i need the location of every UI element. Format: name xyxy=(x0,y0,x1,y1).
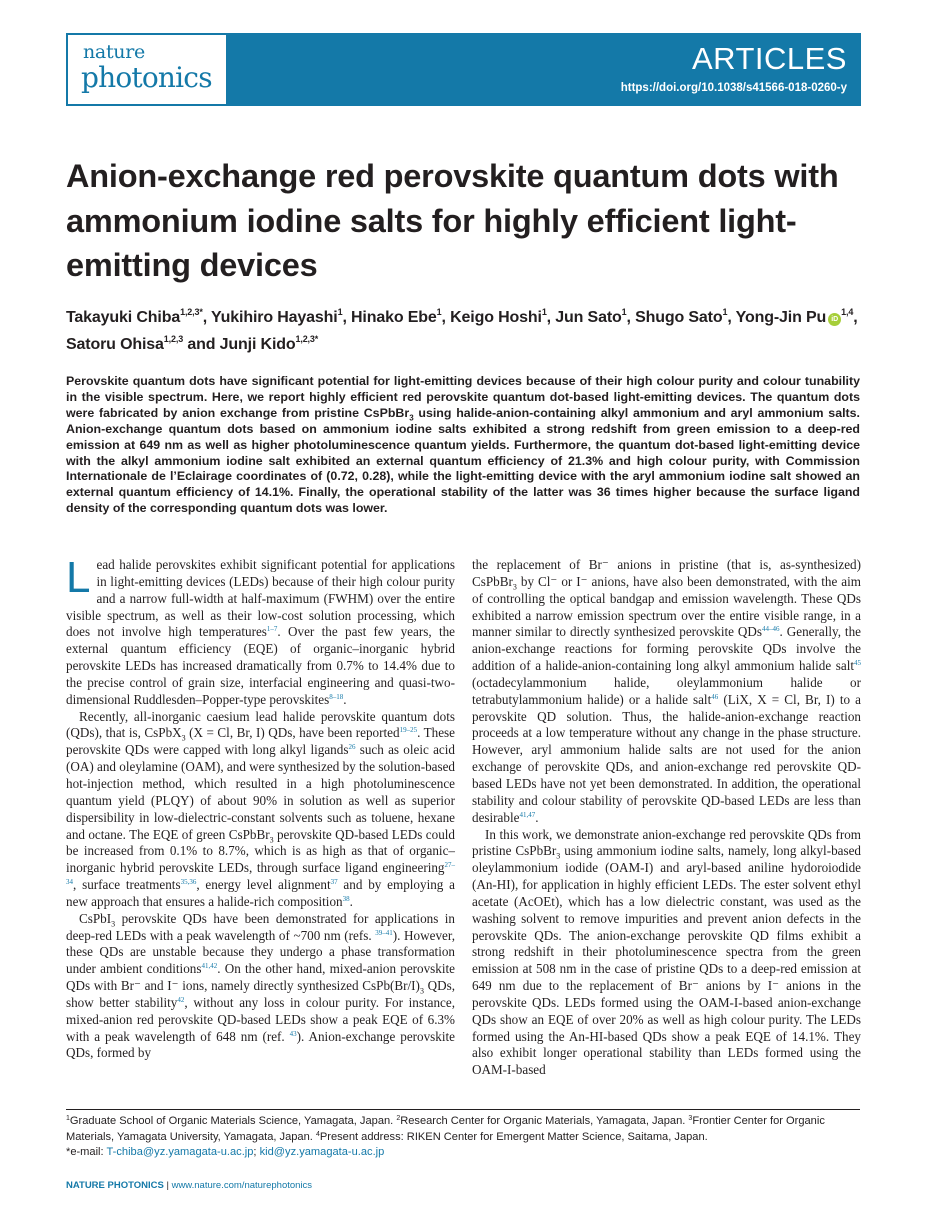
body-text: ead halide perovskites exhibit significant potential for applications in light-emitting devices (LEDs) because of their high colour purity and a narrow full-width at half-maximum (FWHM) over the entire visible spectrum, as well as their low-cost solution processing, which does not involve high temperatures xyxy=(66,557,455,640)
body-text: . xyxy=(535,809,539,825)
abstract xyxy=(66,374,860,517)
body-text: In this work, we demonstrate anion-exchange red perovskite QDs from pristine CsPbBr xyxy=(472,826,861,859)
logo-nature-text: nature xyxy=(83,41,145,63)
journal-logo[interactable] xyxy=(66,33,228,106)
logo-photonics-text: photonics xyxy=(81,61,212,94)
affiliations-footnote xyxy=(66,1114,860,1161)
footer-journal-name: NATURE PHOTONICS xyxy=(66,1180,164,1191)
body-text: using ammonium iodine salts, namely, long alkyl-based oleylammonium iodide (OAM-I) and aryl-based aniline hydoroiodide (An-HI), for application in highly efficient LEDs. The ester solvent ethyl acetate (AcOEt), which has a low dielectric constant, was used as the washing solvent to remove impurities and prevent anion defects in the perovskite QDs. The anion-exchange perovskite QD films exhibit a strong redshift in their photoluminescence spectra from the green emission at 508 nm in the case of pristine QDs to a deep-red emission at 649 nm due to the replacement of Br⁻ anions by I⁻ anions in the perovskite QDs. LEDs formed using the OAM-I-based anion-exchange QDs show an EQE of over 20% as well as high colour purity. The LEDs formed using the An-HI-based QDs show a peak EQE of 14.1%. They also exhibit longer operational stability than LEDs formed using the OAM-I-based xyxy=(472,843,861,1078)
author-affiliation-marker: 1,2,3* xyxy=(295,334,319,344)
body-paragraph xyxy=(66,553,456,709)
author-affiliation-marker: 1 xyxy=(722,307,728,317)
body-text: . Over the past few years, the external quantum efficiency (EQE) of organic–inorganic hybrid perovskite LEDs has increased dramatically from 0.7% to 14.4% due to the precise control of grain size, interfacial engineering and quasi-two-dimensional Ruddlesden–Popper-type perovskites xyxy=(66,624,456,707)
reference-citation[interactable]: 45 xyxy=(854,659,861,668)
reference-citation[interactable]: 42 xyxy=(177,995,185,1004)
body-text: , without any loss in colour purity. For instance, mixed-anion red perovskite QD-based LEDs show a peak EQE of 6.3% with a peak wavelength of 648 nm (ref. xyxy=(66,994,455,1044)
body-paragraph xyxy=(66,911,455,1063)
orcid-icon[interactable]: iD xyxy=(828,313,841,326)
author-list: Takayuki Chiba$^{1,2,3*}$, Yukihiro Hayashi$^1$, Hinako Ebe$^1$, Keigo Hoshi$^1$, Jun Sato$^1$, Shugo Sato$^1$, Yong-Jin Pu iD$^{1,4}$, Satoru Ohisa$^{1,2,3}$ and Junji Kido$^{1,2,3*}$ xyxy=(66,307,858,353)
author-name: Takayuki Chiba xyxy=(66,309,181,326)
page-footer xyxy=(66,1180,312,1191)
reference-citation[interactable]: 8–18 xyxy=(329,692,344,701)
subscript: 3 xyxy=(556,851,561,861)
body-text: ). Anion-exchange perovskite QDs, formed by xyxy=(66,1028,455,1061)
footnote-divider xyxy=(66,1109,860,1110)
body-text: . xyxy=(343,691,347,707)
author-affiliation-marker: 1 xyxy=(436,307,442,317)
drop-cap: L xyxy=(66,553,91,602)
body-column-right xyxy=(472,557,861,1079)
reference-citation[interactable]: 35,36 xyxy=(180,878,197,887)
body-text: the replacement of Br⁻ anions in pristine (that is, as-synthesized) CsPbBr xyxy=(472,557,861,589)
author-name: Jun Sato xyxy=(555,309,622,326)
author-affiliation-marker: 1 xyxy=(621,307,627,317)
subscript: 3 xyxy=(419,986,424,996)
body-text: perovskite QD-based LEDs could be increased from 0.1% to 8.7%, which is as high as that of organic–inorganic hybrid perovskite LEDs, through surface ligand engineering xyxy=(66,826,455,876)
author-affiliation-marker: 1,2,3* xyxy=(180,307,203,317)
subscript: 3 xyxy=(111,919,116,929)
affiliation-text: Present address: RIKEN Center for Emergent Matter Science, Saitama, Japan. xyxy=(319,1130,708,1143)
email-link-kido[interactable]: kid@yz.yamagata-u.ac.jp xyxy=(259,1146,385,1158)
footer-url-link[interactable]: www.nature.com/naturephotonics xyxy=(171,1180,313,1191)
affiliation-text: Graduate School of Organic Materials Science, Yamagata, Japan. xyxy=(69,1115,397,1127)
body-text: . On the other hand, mixed-anion perovskite QDs with Br⁻ and I⁻ ions, namely directly synthesized CsPb(Br/I) xyxy=(66,961,455,994)
author-name: Satoru Ohisa xyxy=(66,336,164,353)
body-text: (X = Cl, Br, I) QDs, have been reported xyxy=(185,725,400,741)
doi-link[interactable]: https://doi.org/10.1038/s41566-018-0260-y xyxy=(620,82,847,94)
reference-citation[interactable]: 26 xyxy=(348,743,356,752)
body-text: (LiX, X = Cl, Br, I) to a perovskite QD solution. Thus, the halide-anion-exchange reaction proceeds at a low temperature without any change in the phase structure. However, aryl ammonium halide salts are not used for the anion exchange of perovskite QDs, and anion-exchange red perovskite QD-based LEDs have not yet been demonstrated. In addition, the operational stability and colour stability of perovskite QD-based LEDs are less than desirable xyxy=(472,691,861,825)
author-affiliation-marker: 1 xyxy=(541,307,547,317)
body-text: such as oleic acid (OA) and oleylamine (OAM), and were synthesized by the solution-based hot-injection method, which resulted in a high photoluminescence quantum yield (PLQY) of about 90% in solution as well as superior dispersibility in low-dielectric-constant solvents such as toluene, hexane and octane. The EQE of green CsPbBr xyxy=(66,742,456,842)
abstract-text-2: using halide-anion-containing alkyl ammonium and aryl ammonium salts. Anion-exchange quantum dots based on ammonium iodine salts exhibited a strong redshift from green emission to a deep-red emission at 649 nm as well as higher photoluminescence quantum yields. Furthermore, the quantum dot-based light-emitting device with the alkyl ammonium iodine salt exhibited an external quantum efficiency of 21.3% and high colour purity, with Commission Internationale de l’Eclairage coordinates of (0.72, 0.28), while the light-emitting device with the aryl ammonium iodine salt showed an external quantum efficiency of 14.1%. Finally, the operational stability of the latter was 36 times higher because the surface ligand density of the corresponding quantum dots was lower. xyxy=(66,405,860,516)
reference-citation[interactable]: 1–7 xyxy=(266,625,278,634)
section-label: ARTICLES xyxy=(691,41,847,76)
body-text: perovskite QDs have been demonstrated for applications in deep-red LEDs with a peak wavelength of ~700 nm (refs. xyxy=(66,910,455,943)
author-name: Yukihiro Hayashi xyxy=(211,309,338,326)
subscript: 3 xyxy=(181,734,186,744)
body-text: , energy level alignment xyxy=(196,877,331,893)
affiliation-text: Research Center for Organic Materials, Yamagata, Japan. xyxy=(400,1115,689,1127)
body-paragraph xyxy=(472,827,861,1080)
affiliation-marker: 4 xyxy=(315,1130,320,1138)
subscript: 3 xyxy=(512,582,517,592)
body-text: Recently, all-inorganic caesium lead halide perovskite quantum dots (QDs), that is, CsPbX xyxy=(66,708,455,741)
body-text: by Cl⁻ or I⁻ anions, have also been demonstrated, with the aim of controlling the optical bandgap and emission wavelength. These QDs exhibited a narrow emission spectrum over the entire visible range, in a manner similar to directly synthesized perovskite QDs xyxy=(472,573,861,640)
body-column-left xyxy=(66,553,456,1062)
body-text: . xyxy=(349,893,353,909)
body-text: CsPbI xyxy=(79,910,112,926)
affiliation-marker: 2 xyxy=(396,1115,401,1122)
reference-citation[interactable]: 41,47 xyxy=(519,810,536,819)
body-text: . These perovskite QDs were capped with long alkyl ligands xyxy=(66,725,455,758)
author-affiliation-marker: 1,2,3 xyxy=(163,334,184,344)
affiliation-text: Frontier Center for Organic Materials, Yamagata University, Yamagata, Japan. xyxy=(66,1115,825,1143)
body-text: , surface treatments xyxy=(73,877,181,893)
affiliation-marker: 1 xyxy=(66,1115,70,1122)
body-text: (octadecylammonium halide, oleylammonium halide or tetrabutylammonium halide) or a halide salt xyxy=(472,674,861,707)
reference-citation[interactable]: 46 xyxy=(711,692,719,701)
reference-citation[interactable]: 38 xyxy=(342,894,350,903)
reference-citation[interactable]: 43 xyxy=(289,1029,297,1038)
body-text: . Generally, the anion-exchange reactions for forming perovskite QDs involve the addition of a halide-anion-containing long alkyl ammonium halide salt xyxy=(472,624,861,674)
reference-citation[interactable]: 44–46 xyxy=(762,625,780,634)
author-name: Keigo Hoshi xyxy=(450,309,542,326)
body-paragraph xyxy=(66,709,455,911)
journal-header xyxy=(66,33,861,106)
reference-citation[interactable]: 39–41 xyxy=(375,928,393,937)
body-text: ). However, these QDs are unstable because they undergo a phase transformation under ambient conditions xyxy=(66,927,455,977)
email-link-chiba[interactable]: T-chiba@yz.yamagata-u.ac.jp xyxy=(106,1146,254,1158)
footer-separator: | xyxy=(163,1180,172,1191)
author-name: Yong-Jin Pu xyxy=(735,309,827,326)
body-text: QDs, show better stability xyxy=(66,978,455,1010)
author-affiliation-marker: 1,4 xyxy=(841,307,854,317)
reference-citation[interactable]: 19–25 xyxy=(399,726,418,735)
reference-citation[interactable]: 41,42 xyxy=(201,962,218,971)
affiliation-marker: 3 xyxy=(688,1115,693,1122)
body-text: and by employing a new approach that ensures a halide-rich composition xyxy=(66,877,455,909)
author-name: Junji Kido xyxy=(219,336,296,353)
reference-citation[interactable]: 37 xyxy=(330,878,338,887)
author-name: Hinako Ebe xyxy=(351,309,437,326)
author-affiliation-marker: 1 xyxy=(337,307,343,317)
author-name: Shugo Sato xyxy=(635,309,723,326)
article-title: Anion-exchange red perovskite quantum dots with ammonium iodine salts for highly efficient light-emitting devices xyxy=(66,158,839,283)
abstract-subscript: 3 xyxy=(409,413,414,423)
reference-citation[interactable]: 27–34 xyxy=(66,861,455,887)
abstract-text-1: Perovskite quantum dots have significant potential for light-emitting devices because of their high colour purity and colour tunability in the visible spectrum. Here, we report highly efficient red perovskite quantum dot-based light-emitting devices. The quantum dots were fabricated by anion exchange from pristine CsPbBr xyxy=(66,374,860,420)
body-paragraph xyxy=(472,557,861,827)
email-separator: ; xyxy=(253,1146,260,1158)
email-label: *e-mail: xyxy=(66,1146,107,1158)
subscript: 3 xyxy=(269,835,274,845)
